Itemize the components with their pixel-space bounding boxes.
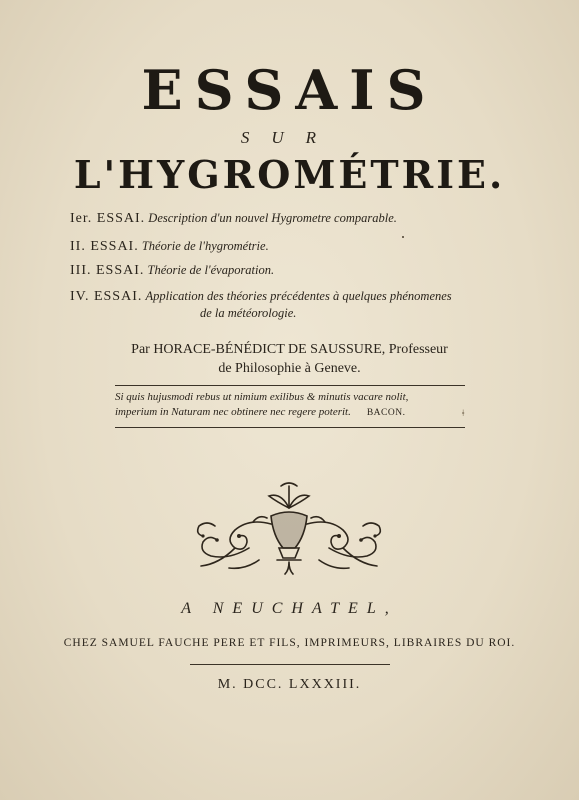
essai-number: IV. ESSAI. <box>70 289 143 304</box>
author-affiliation: de Philosophie à Geneve. <box>218 361 361 376</box>
epigraph-line-1: Si quis hujusmodi rebus ut nimium exilibus & minutis vacare nolit, <box>115 391 409 403</box>
ink-speck <box>402 236 404 238</box>
essai-description: Description d'un nouvel Hygrometre comparable. <box>148 211 397 225</box>
imprint-place: A NEUCHATEL, <box>181 600 398 617</box>
epigraph-line-2: imperium in Naturam nec obtinere nec regere poterit. BACON. <box>115 406 406 418</box>
essai-3 <box>70 262 540 279</box>
epigraph-attribution: BACON. <box>366 408 406 418</box>
essai-description: Application des théories précédentes à quelques phénomenes <box>145 289 452 303</box>
imprint-printer: CHEZ SAMUEL FAUCHE PERE ET FILS, IMPRIMEURS, LIBRAIRES DU ROI. <box>63 637 516 649</box>
essai-4 <box>70 288 550 321</box>
imprint-rule <box>190 664 390 665</box>
main-title: ESSAIS <box>141 58 438 122</box>
essai-number: III. ESSAI. <box>70 263 145 278</box>
title-connector: SUR <box>240 128 339 147</box>
author-block <box>0 340 579 378</box>
essai-description-continued: de la météorologie. <box>200 306 297 320</box>
epigraph <box>115 385 465 428</box>
essai-2 <box>70 238 540 255</box>
margin-mark: ǂ <box>462 408 465 418</box>
author-line: Par HORACE-BÉNÉDICT DE SAUSSURE, Professeur <box>131 342 448 357</box>
imprint-date: M. DCC. LXXXIII. <box>217 677 362 692</box>
subject-title: L'HYGROMÉTRIE. <box>73 152 506 197</box>
essai-number: II. ESSAI. <box>70 239 139 254</box>
essai-number: Ier. ESSAI. <box>70 211 146 226</box>
vignette-ornament-icon <box>189 478 389 578</box>
essai-1 <box>70 210 540 227</box>
essai-description: Théorie de l'hygrométrie. <box>141 239 269 253</box>
essai-description: Théorie de l'évaporation. <box>147 263 275 277</box>
